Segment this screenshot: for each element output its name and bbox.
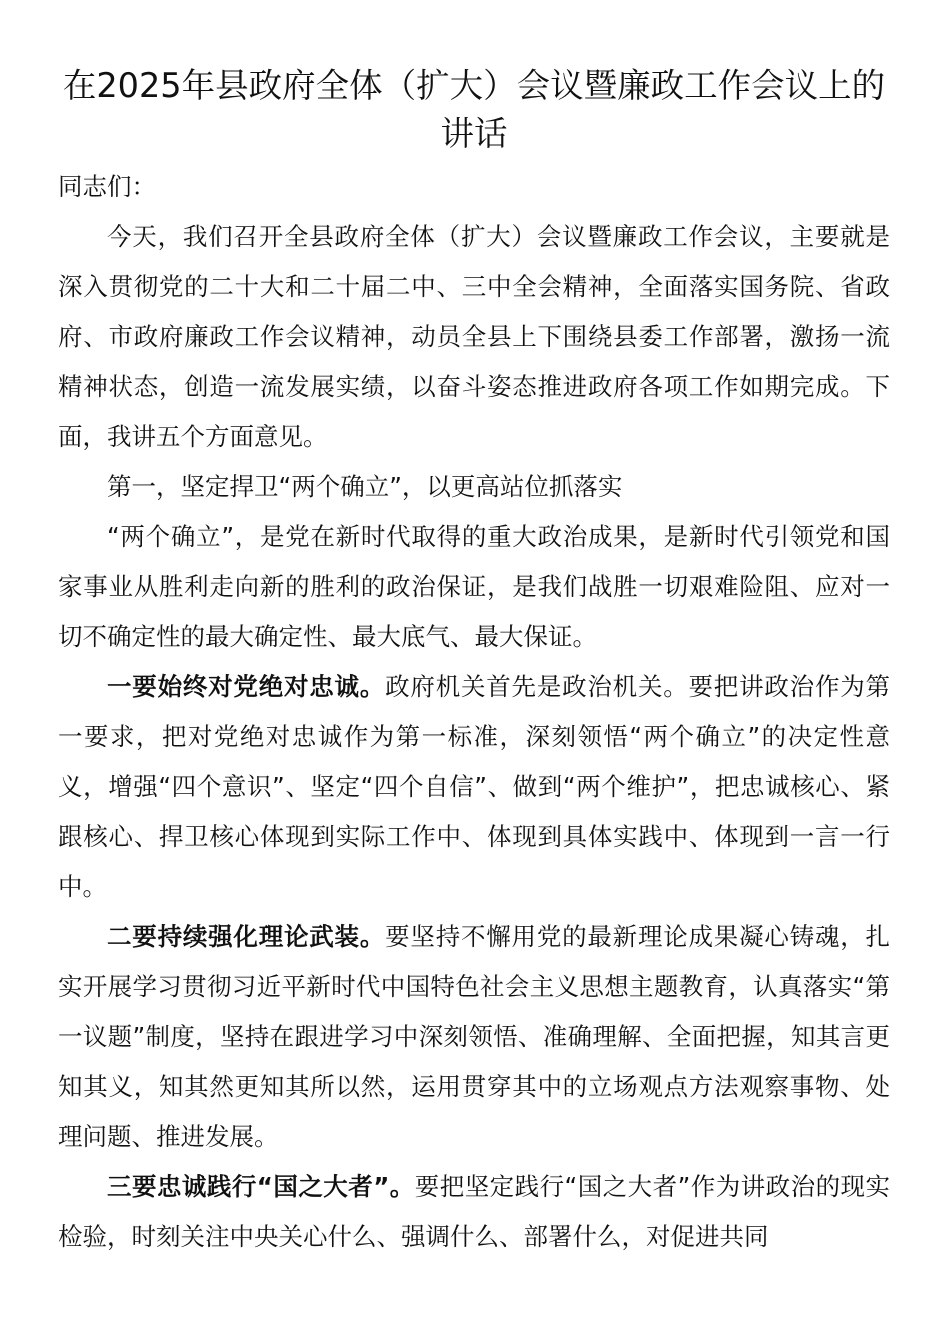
section-heading-label: 第一， (107, 472, 181, 501)
point-text-1: 政府机关首先是政治机关。要把讲政治作为第一要求，把对党绝对忠诚作为第一标准，深刻领悟“两个确立”的决定性意义，增强“四个意识”、坚定“四个自信”、做到“两个维护”，把忠诚核心、紧跟核心、捍卫核心体现到实际工作中、体现到具体实践中、体现到一言一行中。 (58, 672, 891, 901)
document-title: 在2025年县政府全体（扩大）会议暨廉政工作会议上的讲话 (62, 66, 886, 153)
point-lead-1: 一要始终对党绝对忠诚。 (107, 672, 386, 701)
section-1-body: “两个确立”，是党在新时代取得的重大政治成果，是新时代引领党和国家事业从胜利走向新的胜利的政治保证，是我们战胜一切艰难险阻、应对一切不确定性的最大确定性、最大底气、最大保证。 (58, 522, 890, 651)
salutation: 同志们： (58, 172, 156, 201)
point-paragraph-3 (58, 1162, 890, 1262)
point-lead-3: 三要忠诚践行“国之大者”。 (107, 1172, 415, 1201)
point-paragraph-1 (58, 662, 890, 912)
section-heading-1 (58, 462, 890, 512)
point-paragraph-2 (58, 912, 890, 1162)
document-page (58, 62, 890, 1262)
point-lead-2: 二要持续强化理论武装。 (107, 922, 386, 951)
point-text-3: 要把坚定践行“国之大者”作为讲政治的现实检验，时刻关注中央关心什么、强调什么、部署什么，对促进共同 (58, 1172, 890, 1251)
point-text-2: 要坚持不懈用党的最新理论成果凝心铸魂，扎实开展学习贯彻习近平新时代中国特色社会主义思想主题教育，认真落实“第一议题”制度，坚持在跟进学习中深刻领悟、准确理解、全面把握，知其言更知其义，知其然更知其所以然，运用贯穿其中的立场观点方法观察事物、处理问题、推进发展。 (58, 922, 891, 1151)
section-heading-text: 坚定捍卫“两个确立”，以更高站位抓落实 (180, 472, 623, 501)
intro-paragraph: 今天，我们召开全县政府全体（扩大）会议暨廉政工作会议，主要就是深入贯彻党的二十大和二十届二中、三中全会精神，全面落实国务院、省政府、市政府廉政工作会议精神，动员全县上下围绕县委工作部署，激扬一流精神状态，创造一流发展实绩，以奋斗姿态推进政府各项工作如期完成。下面，我讲五个方面意见。 (58, 222, 890, 451)
